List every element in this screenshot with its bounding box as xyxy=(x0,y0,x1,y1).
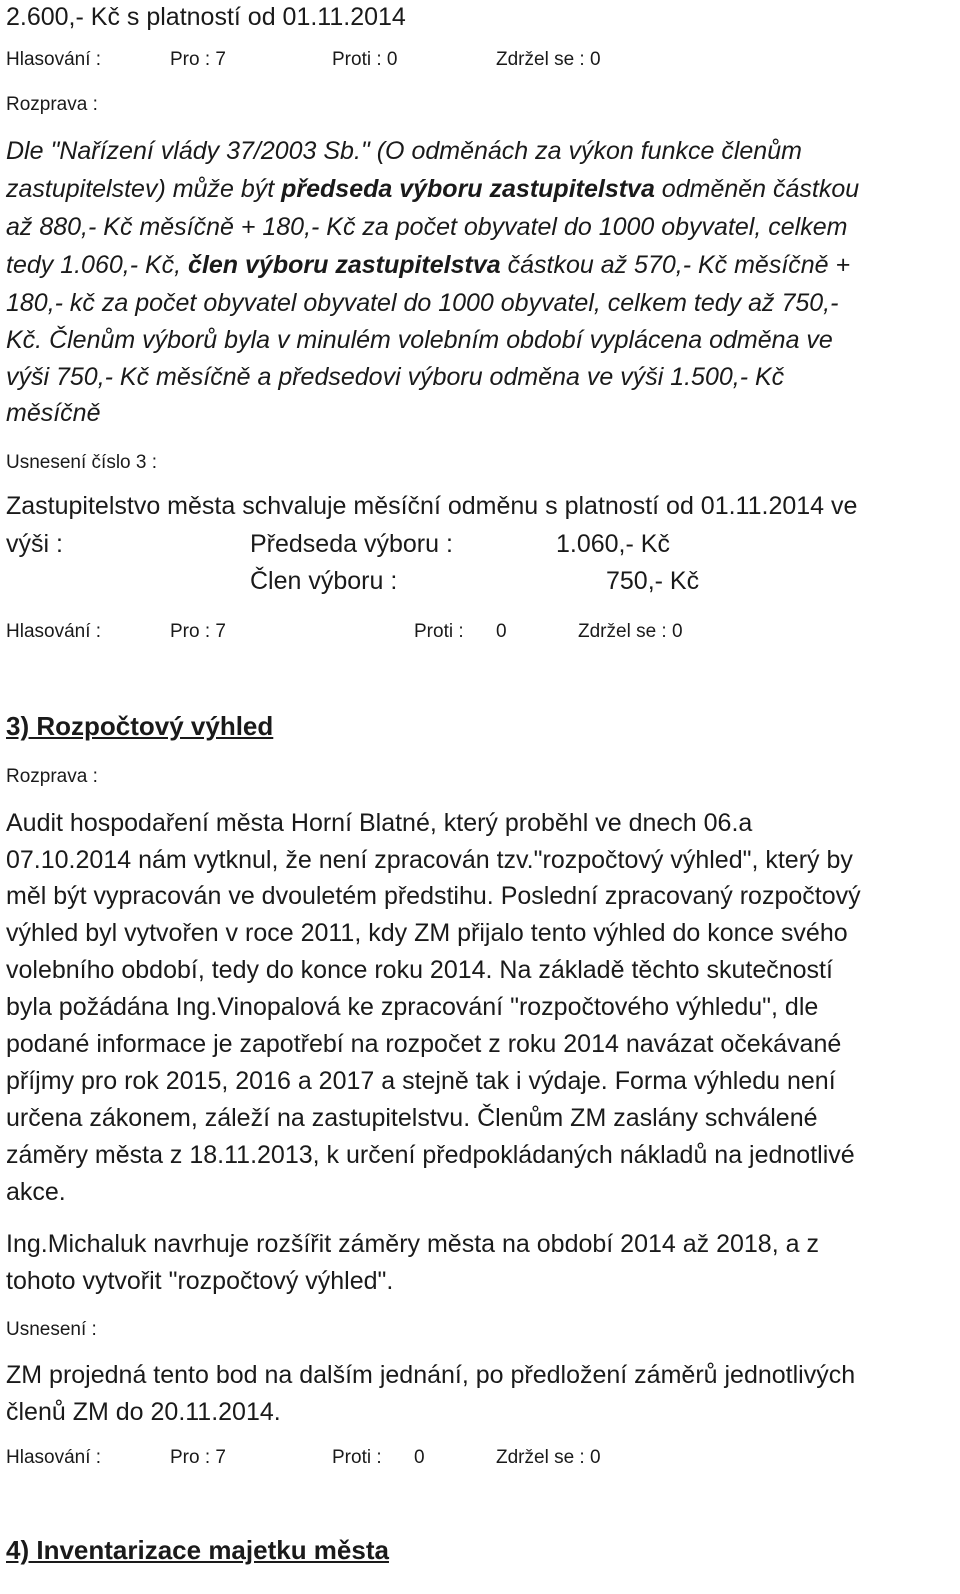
text-line: 2.600,- Kč s platností od 01.11.2014 xyxy=(6,3,406,31)
text-run-bold: předseda výboru zastupitelstva xyxy=(281,175,655,203)
usneseni-heading: Usnesení číslo 3 : xyxy=(6,452,158,473)
vote-proti: Proti : xyxy=(414,621,464,642)
para-line: podané informace je zapotřebí na rozpočet z roku 2014 navázat očekávané xyxy=(6,1030,842,1058)
para-line: měl být vypracován ve dvouletém předstihu. Poslední zpracovaný rozpočtový xyxy=(6,882,861,910)
vote-label: Hlasování : xyxy=(6,49,102,70)
clen-label: Člen výboru : xyxy=(250,567,398,595)
para-line xyxy=(6,250,850,280)
para-line: Dle "Nařízení vlády 37/2003 Sb." (O odměnách za výkon funkce členům xyxy=(6,137,802,165)
para-line: 180,- kč za počet obyvatel obyvatel do 1000 obyvatel, celkem tedy až 750,- xyxy=(6,289,839,317)
rozprava-label: Rozprava : xyxy=(6,94,98,115)
vote-proti-value: 0 xyxy=(414,1447,425,1468)
clen-value: 750,- Kč xyxy=(606,567,700,595)
text-run: částkou až 570,- Kč měsíčně + xyxy=(500,251,851,279)
rozprava-label: Rozprava : xyxy=(6,766,98,787)
vote-zdrzel: Zdržel se : 0 xyxy=(578,621,683,642)
para-line: 07.10.2014 nám vytknul, že není zpracován tzv."rozpočtový výhled", který by xyxy=(6,846,853,874)
vote-pro: Pro : 7 xyxy=(170,1447,226,1468)
section-title: 4) Inventarizace majetku města xyxy=(6,1535,389,1565)
vote-zdrzel: Zdržel se : 0 xyxy=(496,1447,601,1468)
vote-zdrzel: Zdržel se : 0 xyxy=(496,49,601,70)
para-line: výhled byl vytvořen v roce 2011, kdy ZM přijalo tento výhled do konce svého xyxy=(6,919,848,947)
para-line: výši 750,- Kč měsíčně a předsedovi výboru odměna ve výši 1.500,- Kč xyxy=(6,363,785,391)
vote-label: Hlasování : xyxy=(6,621,102,642)
vote-pro: Pro : 7 xyxy=(170,49,226,70)
section-title: 3) Rozpočtový výhled xyxy=(6,711,274,741)
resolution-line: Zastupitelstvo města schvaluje měsíční odměnu s platností od 01.11.2014 ve xyxy=(6,492,858,520)
para-line: Kč. Členům výborů byla v minulém volebním období vyplácena odměna ve xyxy=(6,326,833,354)
para-line: určena zákonem, záleží na zastupitelstvu. Členům ZM zaslány schválené xyxy=(6,1104,818,1132)
para-line: příjmy pro rok 2015, 2016 a 2017 a stejně tak i výdaje. Forma výhledu není xyxy=(6,1067,836,1095)
para-line: byla požádána Ing.Vinopalová ke zpracování "rozpočtového výhledu", dle xyxy=(6,993,819,1021)
para-line xyxy=(6,174,859,204)
para-line: ZM projedná tento bod na dalším jednání, po předložení záměrů jednotlivých xyxy=(6,1361,856,1389)
vysi-label: výši : xyxy=(6,530,63,558)
usneseni-label: Usnesení : xyxy=(6,1319,97,1340)
para-line: měsíčně xyxy=(6,399,101,427)
vote-proti-value: 0 xyxy=(496,621,507,642)
vote-label: Hlasování : xyxy=(6,1447,102,1468)
para-line: až 880,- Kč měsíčně + 180,- Kč za počet obyvatel do 1000 obyvatel, celkem xyxy=(6,213,848,241)
text-run: odměněn částkou xyxy=(654,175,860,203)
para-line: volebního období, tedy do konce roku 2014. Na základě těchto skutečností xyxy=(6,956,833,984)
vote-pro: Pro : 7 xyxy=(170,621,226,642)
vote-proti: Proti : 0 xyxy=(332,49,398,70)
para-line: členů ZM do 20.11.2014. xyxy=(6,1398,281,1426)
text-run: zastupitelstev) může být xyxy=(6,175,282,203)
text-run: tedy 1.060,- Kč, xyxy=(6,251,189,279)
para-line: záměry města z 18.11.2013, k určení předpokládaných nákladů na jednotlivé xyxy=(6,1141,855,1169)
para-line: tohoto vytvořit "rozpočtový výhled". xyxy=(6,1267,394,1295)
para-line: Audit hospodaření města Horní Blatné, který proběhl ve dnech 06.a xyxy=(6,809,753,837)
text-run-bold: člen výboru zastupitelstva xyxy=(188,251,501,279)
para-line: Ing.Michaluk navrhuje rozšířit záměry města na období 2014 až 2018, a z xyxy=(6,1230,819,1258)
para-line: akce. xyxy=(6,1178,66,1206)
vote-proti: Proti : xyxy=(332,1447,382,1468)
predseda-value: 1.060,- Kč xyxy=(556,530,670,558)
predseda-label: Předseda výboru : xyxy=(250,530,453,558)
